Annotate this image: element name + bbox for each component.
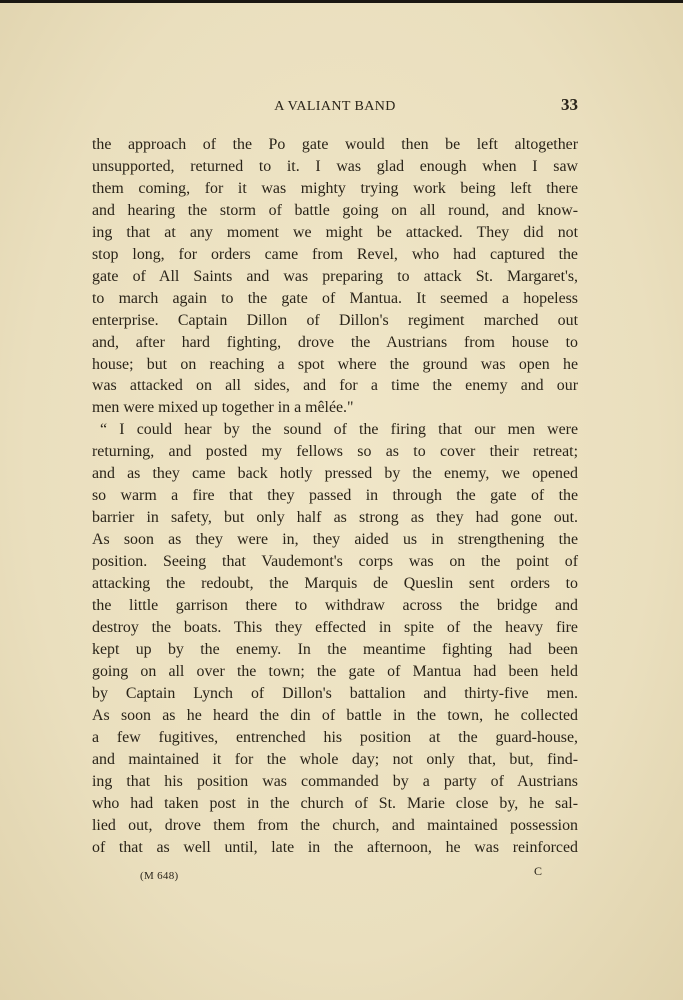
text-line: ing that at any moment we might be attacked. They did not (92, 223, 578, 241)
text-line: to march again to the gate of Mantua. It seemed a hopeless (92, 289, 578, 307)
text-line: enterprise. Captain Dillon of Dillon's regiment marched out (92, 311, 578, 329)
text-line: As soon as he heard the din of battle in the town, he collected (92, 706, 578, 724)
text-line: of that as well until, late in the afternoon, he was reinforced (92, 838, 578, 856)
paragraph (92, 419, 578, 858)
signature-mark: (M 648) (140, 870, 179, 882)
text-line: attacking the redoubt, the Marquis de Queslin sent orders to (92, 575, 578, 593)
text-line: going on all over the town; the gate of Mantua had been held (92, 662, 578, 680)
text-line: and, after hard fighting, drove the Austrians from house to (92, 333, 578, 351)
text-line: As soon as they were in, they aided us in strengthening the (92, 531, 578, 549)
text-line: destroy the boats. This they effected in spite of the heavy fire (92, 618, 578, 636)
text-line: them coming, for it was mighty trying work being left there (92, 179, 578, 197)
text-line: ing that his position was commanded by a party of Austrians (92, 772, 578, 790)
text-line: so warm a fire that they passed in through the gate of the (92, 487, 578, 505)
text-line: barrier in safety, but only half as strong as they had gone out. (92, 509, 578, 527)
page-number: 33 (561, 95, 578, 114)
text-line: unsupported, returned to it. I was glad enough when I saw (92, 157, 578, 175)
text-line: house; but on reaching a spot where the ground was open he (92, 355, 578, 373)
running-title: A VALIANT BAND (274, 99, 396, 114)
text-line: position. Seeing that Vaudemont's corps was on the point of (92, 553, 578, 571)
text-line: the approach of the Po gate would then be left altogether (92, 136, 578, 153)
text-line: and as they came back hotly pressed by the enemy, we opened (92, 465, 578, 483)
page-header (92, 95, 578, 119)
text-line: who had taken post in the church of St. Marie close by, he sal- (92, 794, 578, 812)
text-line: returning, and posted my fellows so as to cover their retreat; (92, 443, 578, 461)
text-line: and maintained it for the whole day; not only that, but, find- (92, 750, 578, 768)
text-line: was attacked on all sides, and for a time the enemy and our (92, 377, 578, 395)
text-line: kept up by the enemy. In the meantime fighting had been (92, 640, 578, 658)
paragraph (92, 134, 578, 419)
text-line: a few fugitives, entrenched his position at the guard-house, (92, 728, 578, 746)
text-line: and hearing the storm of battle going on all round, and know- (92, 201, 578, 219)
text-line: men were mixed up together in a mêlée." (92, 399, 354, 417)
text-line: gate of All Saints and was preparing to attack St. Margaret's, (92, 267, 578, 285)
text-line: lied out, drove them from the church, and maintained possession (92, 816, 578, 834)
body-text (92, 134, 578, 858)
text-line: stop long, for orders came from Revel, who had captured the (92, 245, 578, 263)
text-line: “ I could hear by the sound of the firing that our men were (100, 421, 578, 439)
text-line: the little garrison there to withdraw across the bridge and (92, 597, 578, 615)
page-footer (92, 864, 578, 884)
gathering-mark: C (533, 864, 542, 878)
text-line: by Captain Lynch of Dillon's battalion and thirty-five men. (92, 684, 578, 702)
